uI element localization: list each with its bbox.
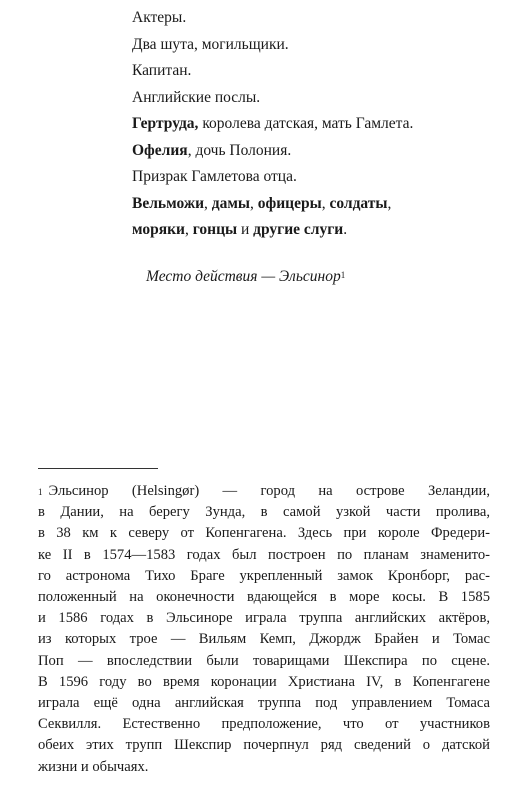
cast-entry [132, 217, 492, 244]
cast-text: , [184, 221, 193, 238]
cast-text: Капитан. [132, 62, 192, 79]
cast-entry [132, 164, 492, 191]
footnote-line: положенный на оконечности вдающейся в море косы. В 1585 [38, 589, 490, 606]
cast-name: солдаты [329, 194, 388, 212]
cast-name: моряки [132, 221, 185, 238]
cast-name: Вельможи [132, 194, 204, 212]
cast-list [132, 5, 492, 244]
cast-entry [132, 5, 492, 32]
cast-entry [132, 191, 492, 218]
footnote-line: го астронома Тихо Браге укрепленный замок Кронборг, рас- [38, 567, 490, 584]
cast-name: Гертруда, [132, 115, 199, 132]
footnote-marker: 1 [38, 487, 43, 497]
footnote-line: в Дании, на берегу Зунда, в самой узкой части пролива, [38, 504, 490, 521]
cast-name: дамы [211, 194, 251, 212]
footnote-line: ке II в 1574—1583 годах был построен по планам знаменито- [38, 546, 490, 563]
cast-text: , [321, 194, 330, 212]
cast-name: гонцы [192, 221, 238, 238]
cast-text: , [250, 194, 258, 212]
footnote-line: Секвилля. Естественно предположение, что от участников [38, 716, 490, 733]
cast-entry [132, 58, 492, 85]
footnote-line: играла ещё одна английская труппа под управлением Томаса [38, 695, 490, 712]
cast-entry [132, 32, 492, 59]
footnote-line: в 38 км к северу от Копенгагена. Здесь при короле Фредери- [38, 525, 490, 542]
footnote-line: В 1596 году во время коронации Христиана IV, в Копенгагене [38, 673, 490, 690]
footnote-line: и 1586 годах в Эльсиноре играла труппа английских актёров, [38, 610, 490, 627]
cast-entry [132, 138, 492, 165]
cast-text: и [237, 221, 254, 238]
cast-text: королева датская, мать Гамлета. [198, 115, 414, 132]
footnote [38, 481, 490, 778]
footnote-line: Поп — впоследствии были товарищами Шекспира по сцене. [38, 652, 490, 669]
cast-name: другие слуги [253, 221, 344, 238]
setting-text: Место действия — Эльсинор [146, 268, 341, 285]
cast-entry [132, 85, 492, 112]
footnote-line: обеих этих трупп Шекспир почерпнул ряд сведений о датской [38, 737, 490, 754]
cast-text: . [343, 221, 348, 238]
cast-name: офицеры [257, 194, 322, 212]
setting-line [146, 266, 345, 288]
cast-text: Английские послы. [132, 88, 261, 106]
cast-text: , дочь Полония. [187, 141, 292, 159]
footnote-text: Эльсинор (Helsingør) — город на острове Зеландии, [48, 483, 490, 499]
footnote-line [38, 481, 490, 502]
footnote-divider [38, 468, 158, 469]
footnote-line: из которых трое — Вильям Кемп, Джордж Брайен и Томас [38, 631, 490, 648]
cast-name: Офелия [132, 141, 188, 159]
cast-text: Актеры. [132, 9, 187, 26]
footnote-reference[interactable]: 1 [340, 270, 346, 280]
cast-text: Призрак Гамлетова отца. [132, 168, 297, 185]
cast-entry [132, 111, 492, 138]
cast-text: Два шута, могильщики. [132, 35, 289, 53]
cast-text: , [387, 194, 392, 212]
footnote-line: жизни и обычаях. [38, 758, 149, 775]
cast-text: , [204, 194, 212, 212]
